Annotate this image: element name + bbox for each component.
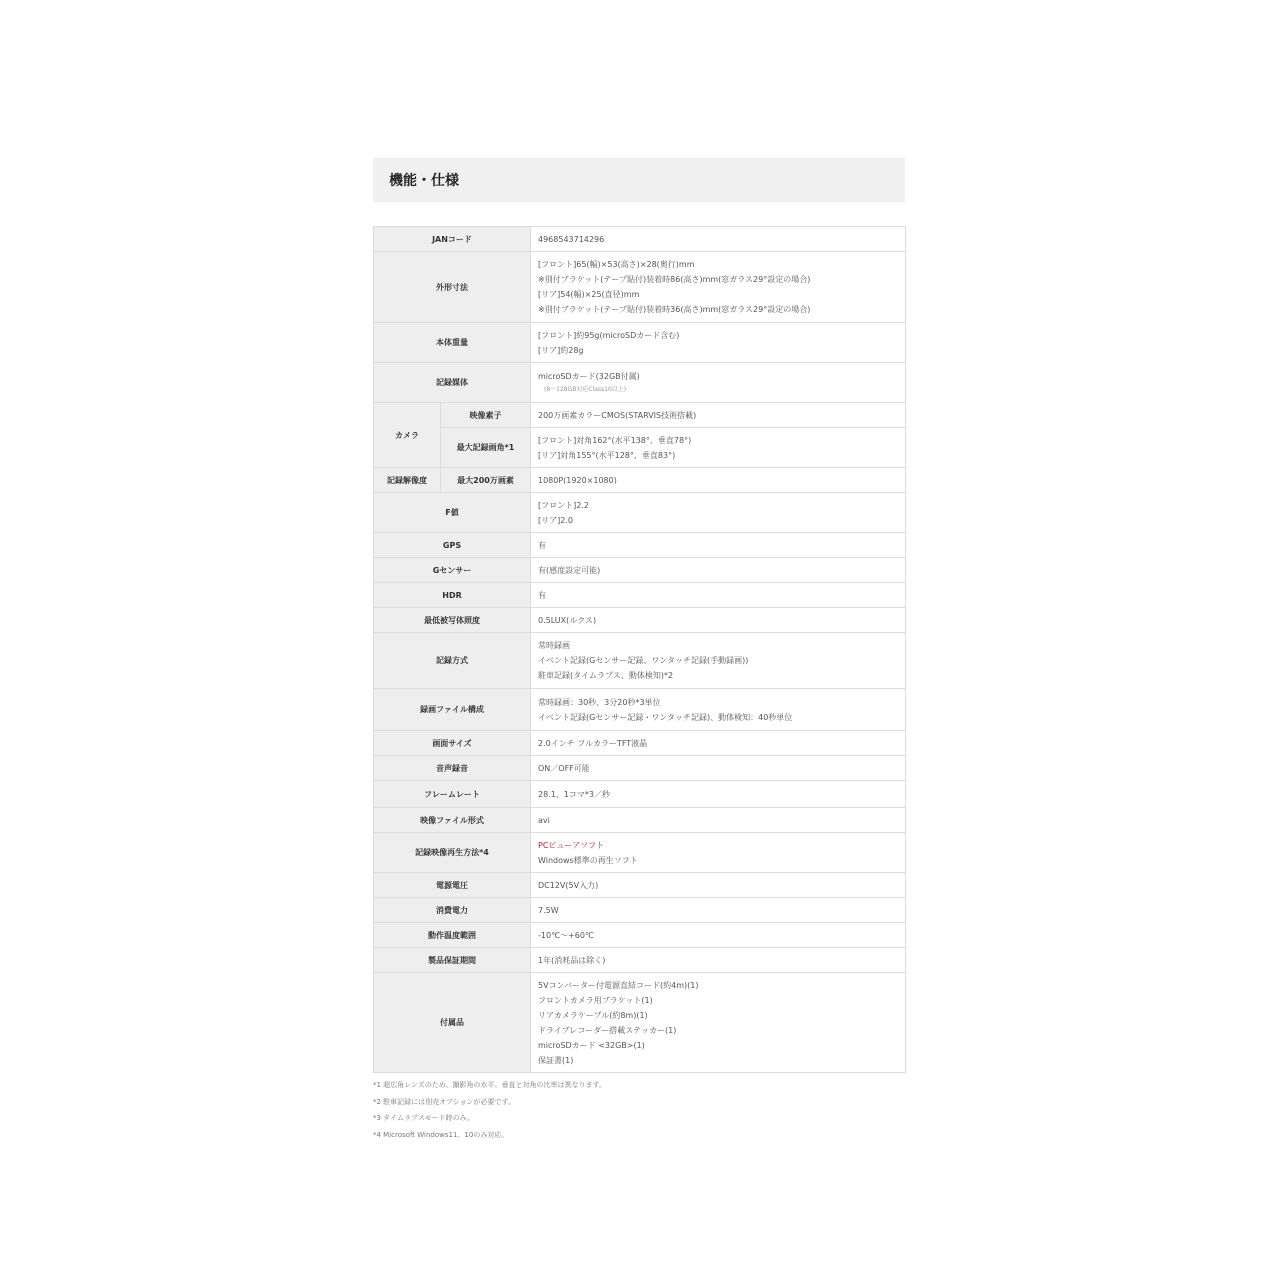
spec-value	[531, 428, 906, 468]
spec-value-line: [リア]約28g	[538, 345, 584, 355]
spec-value	[531, 558, 906, 583]
spec-value-note: (8～128GB対応Class10以上)	[544, 386, 627, 393]
spec-label: F値	[374, 493, 531, 533]
spec-value-line: イベント記録(Gセンサー記録、ワンタッチ記録(手動録画))	[538, 656, 749, 665]
spec-row-gps	[374, 533, 906, 558]
spec-row-warranty	[374, 948, 906, 973]
spec-sublabel: 最大200万画素	[441, 468, 531, 493]
spec-value-line: 1年(消耗品は除く)	[538, 955, 606, 965]
spec-label: 電源電圧	[374, 873, 531, 898]
spec-value-line: 0.5LUX(ルクス)	[538, 615, 597, 625]
spec-label: 記録媒体	[374, 363, 531, 403]
spec-label: 製品保証期間	[374, 948, 531, 973]
spec-row-temperature	[374, 923, 906, 948]
spec-value	[531, 756, 906, 781]
spec-value	[531, 468, 906, 493]
spec-row-audio	[374, 756, 906, 781]
spec-label: Gセンサー	[374, 558, 531, 583]
spec-value	[531, 363, 906, 403]
spec-row-media	[374, 363, 906, 403]
spec-row-power	[374, 898, 906, 923]
spec-value-line: Windows標準の再生ソフト	[538, 855, 638, 865]
spec-value-line: [リア]54(幅)×25(直径)mm	[538, 290, 640, 299]
footnote: *3 タイムラプスモード時のみ。	[373, 1114, 474, 1122]
spec-label: 記録映像再生方法*4	[374, 833, 531, 873]
spec-value-line: [フロント]対角162°(水平138°、垂直78°)	[538, 435, 692, 445]
spec-value	[531, 923, 906, 948]
spec-group-label: カメラ	[374, 403, 441, 468]
spec-value	[531, 227, 906, 252]
spec-value-line: microSDカード(32GB付属)	[538, 372, 640, 381]
spec-value	[531, 833, 906, 873]
spec-value-line: [フロント]約95g(microSDカード含む)	[538, 330, 680, 340]
section-header	[373, 158, 905, 202]
spec-row-jan	[374, 227, 906, 252]
spec-value	[531, 948, 906, 973]
spec-row-dimensions	[374, 252, 906, 323]
spec-value-line: 有	[538, 540, 546, 550]
spec-value	[531, 898, 906, 923]
spec-row-weight	[374, 323, 906, 363]
spec-label: 消費電力	[374, 898, 531, 923]
spec-row-resolution	[374, 468, 906, 493]
spec-label: 音声録音	[374, 756, 531, 781]
pc-viewer-software-link[interactable]: PCビューアソフト	[538, 840, 605, 850]
spec-value-line: [フロント]65(幅)×53(高さ)×28(奥行)mm	[538, 260, 695, 269]
spec-value-line: [リア]対角155°(水平128°、垂直83°)	[538, 450, 676, 460]
spec-value-line: ON／OFF可能	[538, 763, 590, 773]
spec-value	[531, 689, 906, 731]
spec-value-line: 常時録画：30秒、3分20秒*3単位	[538, 697, 661, 707]
spec-label: フレームレート	[374, 781, 531, 808]
spec-value-line: 常時録画	[538, 641, 570, 650]
spec-value-line: 駐車記録(タイムラプス、動体検知)*2	[538, 671, 674, 680]
spec-label: 最低被写体照度	[374, 608, 531, 633]
spec-value-line: 有(感度設定可能)	[538, 565, 601, 575]
footnotes	[373, 1077, 905, 1143]
spec-page	[373, 158, 905, 1143]
spec-row-camera-angle	[374, 428, 906, 468]
spec-value-line: -10℃～+60℃	[538, 930, 594, 940]
spec-value-line: 5Vコンバーター付電源直結コード(約4m)(1)	[538, 980, 699, 990]
spec-label: 最大記録画角*1	[441, 428, 531, 468]
spec-value-line: ※別付ブラケット(テープ貼付)装着時86(高さ)mm(窓ガラス29°設定の場合)	[538, 275, 811, 284]
spec-value-line: [リア]2.0	[538, 515, 573, 525]
spec-value	[531, 323, 906, 363]
spec-value	[531, 403, 906, 428]
spec-label: 画面サイズ	[374, 731, 531, 756]
spec-value-line: microSDカード <32GB>(1)	[538, 1040, 645, 1050]
spec-row-record-method	[374, 633, 906, 689]
spec-label: 外形寸法	[374, 252, 531, 323]
spec-row-camera-sensor	[374, 403, 906, 428]
spec-value-line: 7.5W	[538, 905, 559, 915]
spec-label: 付属品	[374, 973, 531, 1073]
spec-value-line: 有	[538, 590, 546, 600]
spec-value-line: 保証書(1)	[538, 1055, 574, 1065]
spec-row-framerate	[374, 781, 906, 808]
spec-value-line: イベント記録(Gセンサー記録・ワンタッチ記録)、動体検知：40秒単位	[538, 712, 793, 722]
footnote: *1 超広角レンズのため、撮影角の水平、垂直と対角の比率は異なります。	[373, 1081, 606, 1089]
spec-label: 本体重量	[374, 323, 531, 363]
spec-row-file-format	[374, 808, 906, 833]
spec-row-voltage	[374, 873, 906, 898]
spec-row-accessories	[374, 973, 906, 1073]
spec-value	[531, 731, 906, 756]
spec-value	[531, 583, 906, 608]
spec-value	[531, 808, 906, 833]
spec-label: 映像ファイル形式	[374, 808, 531, 833]
footnote: *2 駐車記録には別売オプションが必要です。	[373, 1097, 515, 1106]
spec-value	[531, 608, 906, 633]
spec-row-hdr	[374, 583, 906, 608]
spec-row-playback	[374, 833, 906, 873]
spec-label: HDR	[374, 583, 531, 608]
spec-value-line: DC12V(5V入力)	[538, 880, 599, 890]
spec-value	[531, 252, 906, 323]
spec-value-line: 2.0インチ フルカラーTFT液晶	[538, 738, 648, 748]
footnote: *4 Microsoft Windows11、10のみ対応。	[373, 1130, 509, 1139]
spec-value-line: フロントカメラ用ブラケット(1)	[538, 995, 653, 1005]
spec-value	[531, 633, 906, 689]
page-title: 機能・仕様	[389, 173, 459, 189]
spec-value-line: 4968543714296	[538, 234, 605, 244]
spec-value-line: 1080P(1920×1080)	[538, 475, 617, 485]
spec-value-line: [フロント]2.2	[538, 500, 589, 510]
spec-value-line: リアカメラケーブル(約8m)(1)	[538, 1010, 648, 1020]
spec-value	[531, 781, 906, 808]
spec-label: 動作温度範囲	[374, 923, 531, 948]
spec-label: 録画ファイル構成	[374, 689, 531, 731]
spec-label: 映像素子	[441, 403, 531, 428]
spec-label: GPS	[374, 533, 531, 558]
spec-row-illumination	[374, 608, 906, 633]
spec-row-screen	[374, 731, 906, 756]
spec-label: 記録方式	[374, 633, 531, 689]
spec-row-fvalue	[374, 493, 906, 533]
spec-value-line: ※別付ブラケット(テープ貼付)装着時36(高さ)mm(窓ガラス29°設定の場合)	[538, 305, 811, 314]
spec-value	[531, 493, 906, 533]
spec-value-line: avi	[538, 815, 550, 825]
spec-value-line: 200万画素カラーCMOS(STARVIS技術搭載)	[538, 410, 697, 420]
spec-value-line: ドライブレコーダー搭載ステッカー(1)	[538, 1025, 677, 1035]
spec-value	[531, 873, 906, 898]
spec-row-file-structure	[374, 689, 906, 731]
spec-value	[531, 973, 906, 1073]
spec-label: 記録解像度	[374, 468, 441, 493]
spec-row-gsensor	[374, 558, 906, 583]
spec-value	[531, 533, 906, 558]
spec-label: JANコード	[374, 227, 531, 252]
spec-value-line: 28.1、1コマ*3／秒	[538, 789, 610, 799]
spec-table	[373, 226, 906, 1073]
